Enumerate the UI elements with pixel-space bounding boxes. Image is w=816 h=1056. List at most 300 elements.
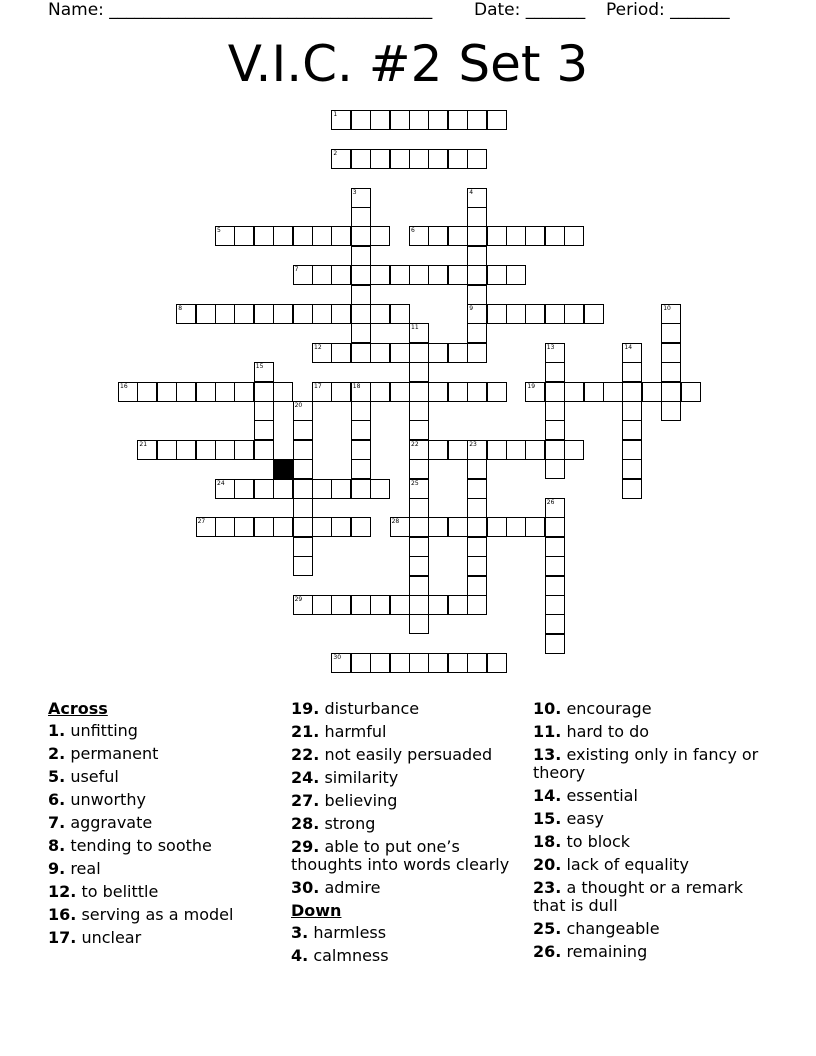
grid-cell[interactable] [409,226,429,246]
grid-cell[interactable] [351,420,371,440]
grid-cell[interactable] [254,420,274,440]
grid-cell[interactable] [390,304,410,324]
grid-cell[interactable] [448,265,468,285]
grid-cell[interactable] [622,362,642,382]
grid-cell[interactable] [215,440,235,460]
cell-number: 20 [294,402,303,409]
grid-cell[interactable] [467,207,487,227]
clue-column-2 [291,700,536,970]
grid-cell[interactable] [467,343,487,363]
clue-down-25: 25. changeable [533,919,660,938]
grid-cell[interactable] [196,517,216,537]
grid-cell[interactable] [176,304,196,324]
cell-number: 25 [411,479,419,487]
grid-cell[interactable] [351,285,371,305]
grid-cell[interactable] [545,614,565,634]
grid-cell[interactable] [467,188,487,208]
grid-cell[interactable] [312,382,332,402]
grid-cell[interactable] [409,323,429,343]
grid-cell[interactable] [390,595,410,615]
grid-cell[interactable] [448,110,468,130]
cell-number: 28 [391,518,400,526]
grid-cell[interactable] [661,343,681,363]
grid-cell[interactable] [409,459,429,479]
cell-number: 3 [352,188,357,196]
grid-cell[interactable] [215,382,235,402]
cell-number: 9 [469,305,474,312]
page-title: V.I.C. #2 Set 3 [227,35,589,93]
grid-cell[interactable] [661,304,681,324]
grid-cell[interactable] [390,517,410,537]
grid-cell[interactable] [525,440,545,460]
clue-across-19: 19. disturbance [291,699,420,718]
grid-cell[interactable] [351,440,371,460]
grid-cell[interactable] [525,382,545,402]
clue-down-18: 18. to block [533,832,631,851]
grid-cell[interactable] [428,149,448,169]
grid-cell[interactable] [487,517,507,537]
grid-cell[interactable] [603,382,623,402]
grid-cell[interactable] [273,517,293,537]
grid-cell[interactable] [661,382,681,402]
clue-across-30: 30. admire [291,878,381,897]
clue-down-15: 15. easy [533,809,604,828]
cell-number: 30 [333,654,342,662]
clue-across-29: 29. able to put one’s thoughts into words clearly [291,837,510,874]
grid-cell[interactable] [254,362,274,382]
cell-number: 1 [333,111,338,118]
clue-across-1: 1. unfitting [48,721,138,740]
grid-cell[interactable] [390,110,410,130]
grid-cell[interactable] [370,265,390,285]
cell-number: 14 [624,343,633,351]
grid-cell[interactable] [467,459,487,479]
grid-cell[interactable] [137,382,157,402]
grid-cell[interactable] [390,653,410,673]
grid-cell[interactable] [467,110,487,130]
grid-cell[interactable] [545,226,565,246]
grid-cell[interactable] [370,595,390,615]
grid-cell[interactable] [467,246,487,266]
grid-cell[interactable] [409,401,429,421]
cell-number: 21 [139,440,148,448]
grid-cell[interactable] [428,517,448,537]
grid-cell[interactable] [370,479,390,499]
grid-cell[interactable] [351,401,371,421]
grid-cell[interactable] [409,498,429,518]
grid-cell[interactable] [196,382,216,402]
down-heading: Down [291,901,342,920]
grid-cell[interactable] [215,517,235,537]
grid-cell[interactable] [428,110,448,130]
grid-cell[interactable] [293,517,313,537]
grid-cell[interactable] [409,595,429,615]
grid-cell[interactable] [293,459,313,479]
grid-cell[interactable] [467,382,487,402]
grid-cell[interactable] [331,517,351,537]
grid-cell[interactable] [506,440,526,460]
grid-cell[interactable] [545,595,565,615]
grid-cell[interactable] [545,401,565,421]
grid-cell[interactable] [293,265,313,285]
clue-down-14: 14. essential [533,786,638,805]
grid-cell[interactable] [487,226,507,246]
grid-cell[interactable] [293,440,313,460]
grid-cell[interactable] [467,576,487,596]
grid-cell[interactable] [331,595,351,615]
grid-cell[interactable] [351,265,371,285]
clue-across-16: 16. serving as a model [48,905,234,924]
grid-cell[interactable] [448,595,468,615]
grid-cell[interactable] [545,420,565,440]
clue-down-3: 3. harmless [291,923,387,942]
grid-cell[interactable] [506,517,526,537]
grid-cell[interactable] [331,265,351,285]
grid-cell[interactable] [118,382,138,402]
grid-cell[interactable] [215,479,235,499]
grid-cell[interactable] [487,304,507,324]
grid-cell[interactable] [564,304,584,324]
grid-cell[interactable] [293,479,313,499]
cell-number: 8 [178,305,183,312]
grid-cell[interactable] [661,323,681,343]
grid-cell[interactable] [293,401,313,421]
grid-cell[interactable] [293,595,313,615]
grid-cell[interactable] [390,343,410,363]
grid-cell[interactable] [661,401,681,421]
grid-cell[interactable] [157,440,177,460]
grid-cell[interactable] [409,265,429,285]
grid-cell[interactable] [370,382,390,402]
across-heading: Across [48,699,108,718]
grid-cell[interactable] [293,420,313,440]
grid-cell[interactable] [622,420,642,440]
cell-number: 6 [411,227,415,235]
grid-cell[interactable] [487,653,507,673]
grid-cell[interactable] [370,653,390,673]
grid-cell[interactable] [409,440,429,460]
grid-cell[interactable] [545,304,565,324]
grid-cell[interactable] [409,614,429,634]
grid-cell[interactable] [234,304,254,324]
grid-cell[interactable] [409,420,429,440]
grid-cell[interactable] [584,304,604,324]
grid-cell[interactable] [351,459,371,479]
grid-cell[interactable] [351,653,371,673]
clue-down-4: 4. calmness [291,946,389,965]
clue-down-10: 10. encourage [533,699,652,718]
grid-cell[interactable] [467,285,487,305]
grid-cell[interactable] [467,265,487,285]
grid-cell[interactable] [254,304,274,324]
grid-cell[interactable] [467,595,487,615]
grid-cell[interactable] [390,265,410,285]
grid-cell[interactable] [467,517,487,537]
grid-cell[interactable] [622,459,642,479]
grid-cell[interactable] [448,382,468,402]
grid-cell[interactable] [506,265,526,285]
clue-across-12: 12. to belittle [48,882,159,901]
grid-cell[interactable] [448,517,468,537]
grid-cell[interactable] [409,382,429,402]
grid-cell[interactable] [409,343,429,363]
grid-cell[interactable] [137,440,157,460]
grid-cell[interactable] [487,265,507,285]
grid-cell[interactable] [196,304,216,324]
grid-cell[interactable] [157,382,177,402]
grid-cell[interactable] [409,556,429,576]
clue-across-27: 27. believing [291,791,398,810]
cell-number: 5 [217,227,221,235]
grid-cell[interactable] [467,498,487,518]
grid-cell[interactable] [176,382,196,402]
clue-across-6: 6. unworthy [48,790,146,809]
grid-cell[interactable] [215,226,235,246]
cell-number: 17 [314,382,322,390]
grid-cell[interactable] [564,382,584,402]
grid-cell[interactable] [234,517,254,537]
grid-cell[interactable] [331,226,351,246]
grid-cell[interactable] [273,226,293,246]
grid-cell[interactable] [545,517,565,537]
grid-cell[interactable] [293,537,313,557]
clue-across-22: 22. not easily persuaded [291,745,493,764]
grid-cell[interactable] [525,517,545,537]
grid-cell[interactable] [409,653,429,673]
grid-cell[interactable] [428,653,448,673]
grid-cell[interactable] [351,343,371,363]
grid-cell[interactable] [176,440,196,460]
clue-across-2: 2. permanent [48,744,159,763]
grid-cell[interactable] [351,323,371,343]
grid-cell[interactable] [622,343,642,363]
grid-cell[interactable] [312,265,332,285]
grid-cell[interactable] [351,246,371,266]
grid-cell[interactable] [390,382,410,402]
cell-number: 2 [333,149,338,157]
grid-cell[interactable] [467,226,487,246]
cell-number: 29 [294,596,303,603]
grid-cell[interactable] [487,110,507,130]
grid-cell[interactable] [331,149,351,169]
black-square [273,459,293,479]
grid-cell[interactable] [351,382,371,402]
grid-cell[interactable] [312,226,332,246]
cell-number: 16 [120,382,128,390]
grid-cell[interactable] [584,382,604,402]
cell-number: 10 [663,305,671,312]
grid-cell[interactable] [273,382,293,402]
grid-cell[interactable] [234,226,254,246]
grid-cell[interactable] [448,440,468,460]
grid-cell[interactable] [661,362,681,382]
grid-cell[interactable] [254,382,274,402]
grid-cell[interactable] [293,556,313,576]
cell-number: 24 [217,479,225,487]
clue-across-17: 17. unclear [48,928,142,947]
grid-cell[interactable] [467,440,487,460]
grid-cell[interactable] [428,595,448,615]
grid-cell[interactable] [409,537,429,557]
cell-number: 18 [352,382,361,390]
grid-cell[interactable] [467,304,487,324]
grid-cell[interactable] [370,343,390,363]
grid-cell[interactable] [254,517,274,537]
clue-across-24: 24. similarity [291,768,399,787]
grid-cell[interactable] [273,304,293,324]
grid-cell[interactable] [487,382,507,402]
clue-across-21: 21. harmful [291,722,387,741]
grid-cell[interactable] [234,382,254,402]
grid-cell[interactable] [331,479,351,499]
grid-cell[interactable] [254,440,274,460]
grid-cell[interactable] [370,149,390,169]
grid-cell[interactable] [370,110,390,130]
cell-number: 11 [411,324,419,332]
grid-cell[interactable] [351,207,371,227]
grid-cell[interactable] [545,556,565,576]
grid-cell[interactable] [409,362,429,382]
grid-cell[interactable] [428,382,448,402]
grid-cell[interactable] [254,226,274,246]
grid-cell[interactable] [545,440,565,460]
clue-down-13: 13. existing only in fancy or theory [533,745,759,782]
grid-cell[interactable] [370,226,390,246]
grid-cell[interactable] [351,517,371,537]
clue-across-28: 28. strong [291,814,376,833]
grid-cell[interactable] [467,479,487,499]
grid-cell[interactable] [370,304,390,324]
cell-number: 4 [469,188,474,196]
clue-down-26: 26. remaining [533,942,648,961]
cell-number: 13 [546,343,555,351]
grid-cell[interactable] [409,576,429,596]
grid-cell[interactable] [351,188,371,208]
grid-cell[interactable] [642,382,662,402]
grid-cell[interactable] [428,343,448,363]
clue-down-23: 23. a thought or a remark that is dull [533,878,743,915]
grid-cell[interactable] [545,362,565,382]
grid-cell[interactable] [467,149,487,169]
cell-number: 19 [527,382,536,390]
grid-cell[interactable] [467,653,487,673]
grid-cell[interactable] [448,343,468,363]
grid-cell[interactable] [545,343,565,363]
grid-cell[interactable] [428,265,448,285]
grid-cell[interactable] [234,440,254,460]
grid-cell[interactable] [312,479,332,499]
grid-cell[interactable] [351,595,371,615]
cell-number: 27 [197,518,206,526]
grid-cell[interactable] [312,304,332,324]
grid-cell[interactable] [254,479,274,499]
grid-cell[interactable] [331,110,351,130]
grid-cell[interactable] [487,440,507,460]
cell-number: 15 [255,363,264,371]
grid-cell[interactable] [351,304,371,324]
grid-cell[interactable] [409,149,429,169]
grid-cell[interactable] [215,304,235,324]
grid-cell[interactable] [545,576,565,596]
grid-cell[interactable] [196,440,216,460]
clue-across-8: 8. tending to soothe [48,836,212,855]
grid-cell[interactable] [293,226,313,246]
period-field-label: Period: _______ [606,0,730,20]
grid-cell[interactable] [622,479,642,499]
clue-across-9: 9. real [48,859,101,878]
grid-cell[interactable] [467,537,487,557]
grid-cell[interactable] [312,595,332,615]
grid-cell[interactable] [622,382,642,402]
grid-cell[interactable] [331,382,351,402]
grid-cell[interactable] [312,517,332,537]
grid-cell[interactable] [254,401,274,421]
clue-down-11: 11. hard to do [533,722,650,741]
grid-cell[interactable] [331,343,351,363]
grid-cell[interactable] [448,653,468,673]
grid-cell[interactable] [331,304,351,324]
grid-cell[interactable] [467,323,487,343]
grid-cell[interactable] [564,226,584,246]
grid-cell[interactable] [293,498,313,518]
grid-cell[interactable] [409,110,429,130]
grid-cell[interactable] [545,537,565,557]
date-field-label: Date: _______ [474,0,586,20]
clue-across-7: 7. aggravate [48,813,153,832]
grid-cell[interactable] [351,149,371,169]
grid-cell[interactable] [622,440,642,460]
cell-number: 12 [314,343,322,351]
clue-down-20: 20. lack of equality [533,855,689,874]
cell-number: 22 [411,440,419,448]
grid-cell[interactable] [409,517,429,537]
grid-cell[interactable] [506,304,526,324]
grid-cell[interactable] [293,304,313,324]
grid-cell[interactable] [545,498,565,518]
clue-across-5: 5. useful [48,767,119,786]
grid-cell[interactable] [622,401,642,421]
grid-cell[interactable] [467,556,487,576]
cell-number: 7 [294,266,299,274]
grid-cell[interactable] [351,226,371,246]
grid-cell[interactable] [351,479,371,499]
grid-cell[interactable] [506,226,526,246]
grid-cell[interactable] [681,382,701,402]
cell-number: 23 [469,440,477,448]
grid-cell[interactable] [312,343,332,363]
grid-cell[interactable] [409,479,429,499]
grid-cell[interactable] [545,459,565,479]
grid-cell[interactable] [428,440,448,460]
grid-cell[interactable] [545,634,565,654]
name-field-label: Name: ______________________________________ [48,0,433,20]
grid-cell[interactable] [234,479,254,499]
clue-column-1 [48,700,293,952]
grid-cell[interactable] [564,440,584,460]
grid-cell[interactable] [448,226,468,246]
grid-cell[interactable] [525,226,545,246]
grid-cell[interactable] [448,149,468,169]
grid-cell[interactable] [428,226,448,246]
grid-cell[interactable] [545,382,565,402]
grid-cell[interactable] [390,149,410,169]
cell-number: 26 [546,499,555,506]
grid-cell[interactable] [351,110,371,130]
grid-cell[interactable] [331,653,351,673]
grid-cell[interactable] [273,479,293,499]
clue-column-3 [533,700,778,966]
grid-cell[interactable] [525,304,545,324]
